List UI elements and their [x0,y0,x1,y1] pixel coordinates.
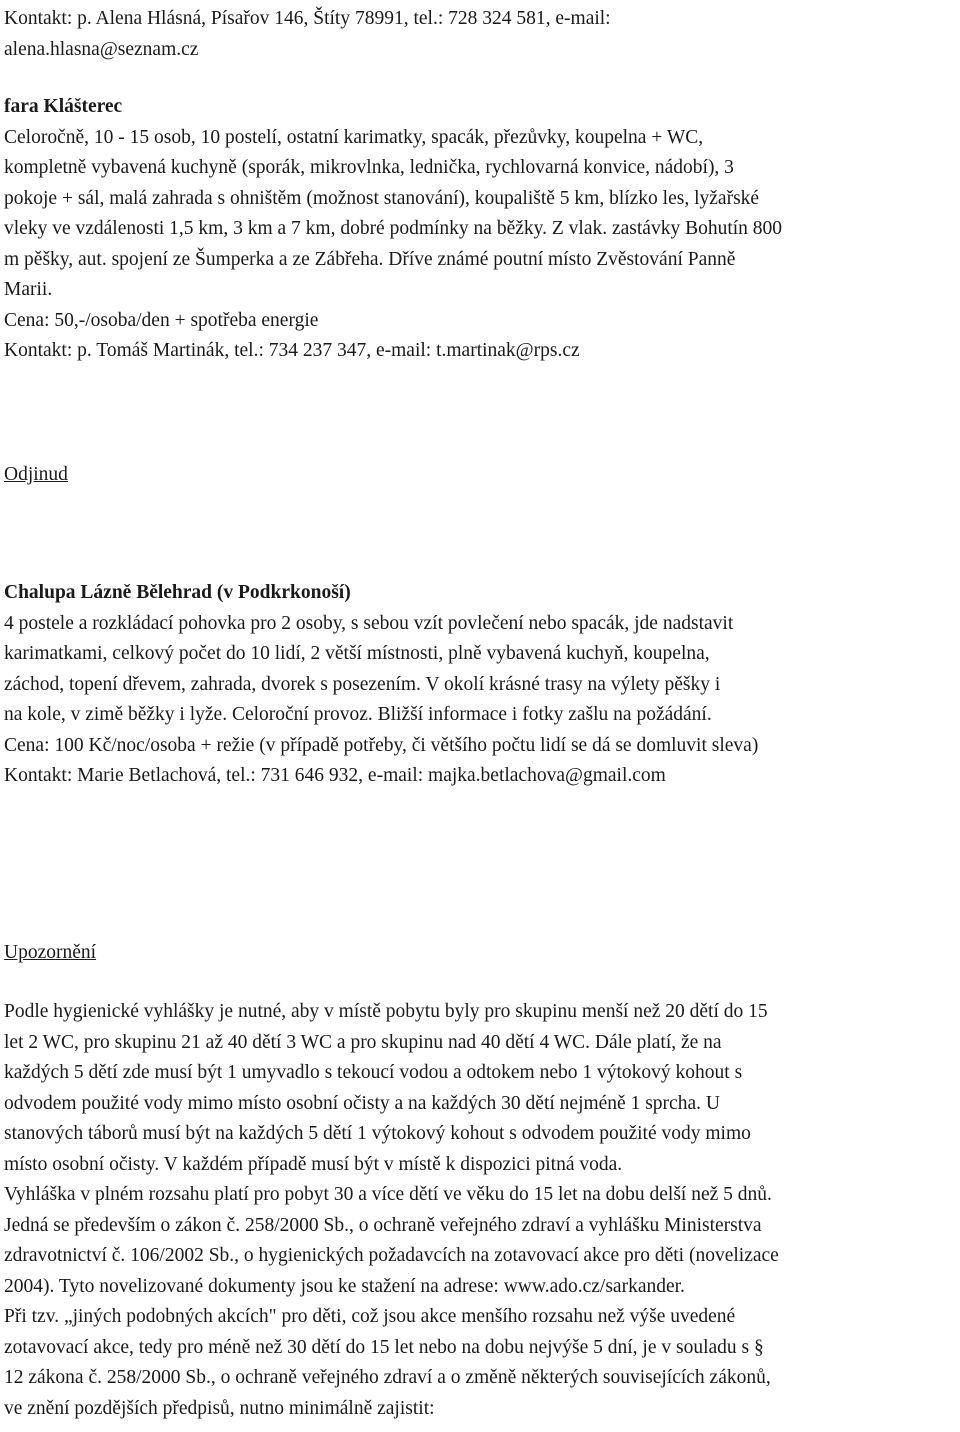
text-line: m pěšky, aut. spojení ze Šumperka a ze Zábřeha. Dříve známé poutní místo Zvěstování Panně [4,248,736,270]
text-line: 2004). Tyto novelizované dokumenty jsou ke stažení na adrese: www.ado.cz/sarkander. [4,1275,685,1297]
text-line: pokoje + sál, malá zahrada s ohništěm (možnost stanování), koupaliště 5 km, blízko les, lyžařské [4,187,760,209]
text-line: odvodem použité vody mimo místo osobní očisty a na každých 30 dětí nejméně 1 sprcha. U [4,1092,720,1114]
text-line: Podle hygienické vyhlášky je nutné, aby v místě pobytu byly pro skupinu menší než 20 dětí do 15 [4,1001,768,1022]
section-title: fara Klášterec [4,96,123,117]
text-line: záchod, topení dřevem, zahrada, dvorek s posezením. V okolí krásné trasy na výlety pěšky i [4,673,721,695]
text-line: Kontakt: p. Alena Hlásná, Písařov 146, Štíty 78991, tel.: 728 324 581, e-mail: [4,8,611,29]
text-line: alena.hlasna@seznam.cz [4,38,199,60]
text-line: 4 postele a rozkládací pohovka pro 2 osoby, s sebou vzít povlečení nebo spacák, jde nadstavit [4,612,734,634]
section-title: Chalupa Lázně Bělehrad (v Podkrkonoší) [4,582,351,603]
text-line: Při tzv. „jiných podobných akcích" pro děti, což jsou akce menšího rozsahu než výše uvedené [4,1306,736,1327]
text-line: na kole, v zimě běžky i lyže. Celoroční provoz. Bližší informace i fotky zašlu na požádání. [4,704,712,725]
section-chalupa [4,578,758,792]
contact-block-hlasna [4,4,611,65]
section-upozorneni-body [4,997,779,1424]
text-line: Vyhláška v plném rozsahu platí pro pobyt 30 a více dětí ve věku do 15 let na dobu delší než 5 dnů. [4,1184,772,1205]
text-line: ve znění pozdějších předpisů, nutno minimálně zajistit: [4,1397,435,1419]
section-odjinud [4,460,68,491]
section-upozorneni-heading [4,938,96,969]
text-line: karimatkami, celkový počet do 10 lidí, 2 větší místnosti, plně vybavená kuchyň, koupelna, [4,643,710,664]
text-line: každých 5 dětí zde musí být 1 umyvadlo s tekoucí vodou a odtokem nebo 1 výtokový kohout s [4,1062,743,1083]
text-line: Jedná se především o zákon č. 258/2000 Sb., o ochraně veřejného zdraví a vyhlášku Ministerstva [4,1214,762,1236]
text-line: Marii. [4,279,53,300]
text-line: zotavovací akce, tedy pro méně než 30 dětí do 15 let nebo na dobu nejvýše 5 dní, je v souladu s § [4,1336,764,1358]
text-line: Kontakt: Marie Betlachová, tel.: 731 646 932, e-mail: majka.betlachova@gmail.com [4,765,666,786]
section-heading: Odjinud [4,464,68,485]
text-line: stanových táborů musí být na každých 5 dětí 1 výtokový kohout s odvodem použité vody mimo [4,1123,751,1144]
section-fara-klasterec [4,92,782,367]
text-line: místo osobní očisty. V každém případě musí být v místě k dispozici pitná voda. [4,1153,623,1175]
text-line: kompletně vybavená kuchyně (sporák, mikrovlnka, lednička, rychlovarná konvice, nádobí), 3 [4,157,734,178]
text-line: 12 zákona č. 258/2000 Sb., o ochraně veřejného zdraví a o změně některých souvisejících zákonů, [4,1367,771,1388]
text-line: Kontakt: p. Tomáš Martinák, tel.: 734 237 347, e-mail: t.martinak@rps.cz [4,340,580,361]
text-line: Cena: 100 Kč/noc/osoba + režie (v případě potřeby, či většího počtu lidí se dá se domluvit sleva) [4,734,759,756]
text-line: zdravotnictví č. 106/2002 Sb., o hygienických požadavcích na zotavovací akce pro děti (novelizace [4,1245,779,1266]
text-line: vleky ve vzdálenosti 1,5 km, 3 km a 7 km, dobré podmínky na běžky. Z vlak. zastávky Bohutín 800 [4,218,783,239]
text-line: Cena: 50,-/osoba/den + spotřeba energie [4,309,319,331]
text-line: Celoročně, 10 - 15 osob, 10 postelí, ostatní karimatky, spacák, přezůvky, koupelna + WC, [4,126,704,148]
text-line: let 2 WC, pro skupinu 21 až 40 dětí 3 WC a pro skupinu nad 40 dětí 4 WC. Dále platí, že na [4,1031,722,1053]
section-heading: Upozornění [4,942,97,963]
